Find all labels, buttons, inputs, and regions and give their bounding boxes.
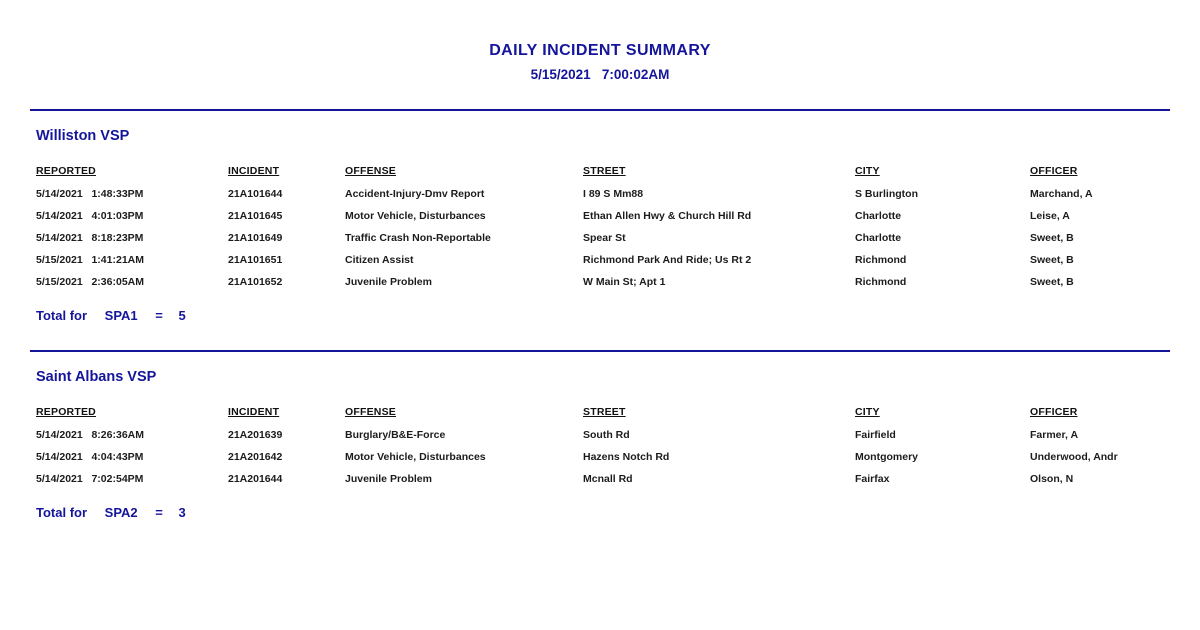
cell-officer: Leise, A [1030, 210, 1070, 222]
section-saint-albans-vsp [0, 369, 1200, 520]
cell-offense: Burglary/B&E-Force [345, 429, 446, 441]
cell-reported: 5/14/2021 4:01:03PM [36, 210, 144, 222]
cell-incident: 21A101644 [228, 188, 283, 200]
cell-officer: Sweet, B [1030, 232, 1074, 244]
cell-reported: 5/15/2021 1:41:21AM [36, 254, 144, 266]
cell-street: Richmond Park And Ride; Us Rt 2 [583, 254, 752, 266]
table-row [36, 446, 1164, 468]
cell-city: Richmond [855, 254, 907, 266]
cell-reported: 5/14/2021 1:48:33PM [36, 188, 144, 200]
cell-incident: 21A201642 [228, 451, 283, 463]
cell-offense: Traffic Crash Non-Reportable [345, 232, 491, 244]
cell-city: Fairfax [855, 473, 890, 485]
cell-reported: 5/14/2021 7:02:54PM [36, 473, 144, 485]
section-total [36, 308, 1164, 323]
cell-offense: Citizen Assist [345, 254, 414, 266]
cell-offense: Accident-Injury-Dmv Report [345, 188, 485, 200]
cell-reported: 5/14/2021 8:26:36AM [36, 429, 144, 441]
section-divider [30, 109, 1170, 111]
table-row [36, 468, 1164, 490]
cell-city: Montgomery [855, 451, 918, 463]
total-label: Total for [36, 308, 88, 323]
column-header-incident: INCIDENT [228, 406, 280, 418]
cell-officer: Sweet, B [1030, 254, 1074, 266]
total-label: Total for [36, 505, 88, 520]
total-equals: = [155, 308, 163, 323]
cell-offense: Motor Vehicle, Disturbances [345, 210, 486, 222]
cell-reported: 5/14/2021 8:18:23PM [36, 232, 144, 244]
cell-street: Spear St [583, 232, 626, 244]
total-group: SPA1 [104, 308, 138, 323]
table-header-row [36, 165, 1164, 177]
cell-city: Charlotte [855, 210, 902, 222]
cell-officer: Underwood, Andr [1030, 451, 1118, 463]
table-row [36, 227, 1164, 249]
section-title: Saint Albans VSP [36, 369, 157, 385]
cell-reported: 5/14/2021 4:04:43PM [36, 451, 144, 463]
cell-incident: 21A101652 [228, 276, 283, 288]
column-header-city: CITY [855, 165, 880, 177]
cell-street: Hazens Notch Rd [583, 451, 670, 463]
cell-city: Richmond [855, 276, 907, 288]
cell-street: South Rd [583, 429, 630, 441]
total-value: 3 [178, 505, 186, 520]
table-row [36, 249, 1164, 271]
section-title: Williston VSP [36, 128, 130, 144]
cell-incident: 21A101645 [228, 210, 283, 222]
column-header-incident: INCIDENT [228, 165, 280, 177]
cell-incident: 21A201639 [228, 429, 283, 441]
table-row [36, 271, 1164, 293]
table-header-row [36, 406, 1164, 418]
section-divider [30, 350, 1170, 352]
cell-incident: 21A201644 [228, 473, 283, 485]
total-group: SPA2 [104, 505, 138, 520]
cell-street: I 89 S Mm88 [583, 188, 644, 200]
cell-street: W Main St; Apt 1 [583, 276, 666, 288]
cell-street: Mcnall Rd [583, 473, 633, 485]
cell-offense: Juvenile Problem [345, 276, 432, 288]
column-header-reported: REPORTED [36, 165, 96, 177]
report-header [0, 0, 1200, 82]
total-value: 5 [178, 308, 186, 323]
table-row [36, 205, 1164, 227]
total-equals: = [155, 505, 163, 520]
column-header-street: STREET [583, 406, 626, 418]
cell-offense: Juvenile Problem [345, 473, 432, 485]
cell-street: Ethan Allen Hwy & Church Hill Rd [583, 210, 752, 222]
cell-city: Charlotte [855, 232, 902, 244]
cell-reported: 5/15/2021 2:36:05AM [36, 276, 144, 288]
column-header-city: CITY [855, 406, 880, 418]
cell-officer: Farmer, A [1030, 429, 1079, 441]
column-header-offense: OFFENSE [345, 165, 396, 177]
section-williston-vsp [0, 128, 1200, 323]
column-header-offense: OFFENSE [345, 406, 396, 418]
cell-city: S Burlington [855, 188, 918, 200]
cell-officer: Marchand, A [1030, 188, 1093, 200]
cell-officer: Sweet, B [1030, 276, 1074, 288]
column-header-street: STREET [583, 165, 626, 177]
table-row [36, 424, 1164, 446]
report-datetime: 5/15/2021 7:00:02AM [530, 67, 670, 82]
cell-officer: Olson, N [1030, 473, 1074, 485]
report-title: DAILY INCIDENT SUMMARY [489, 42, 711, 59]
column-header-officer: OFFICER [1030, 165, 1078, 177]
table-row [36, 183, 1164, 205]
cell-offense: Motor Vehicle, Disturbances [345, 451, 486, 463]
cell-city: Fairfield [855, 429, 896, 441]
column-header-officer: OFFICER [1030, 406, 1078, 418]
cell-incident: 21A101651 [228, 254, 283, 266]
cell-incident: 21A101649 [228, 232, 283, 244]
section-total [36, 505, 1164, 520]
column-header-reported: REPORTED [36, 406, 96, 418]
